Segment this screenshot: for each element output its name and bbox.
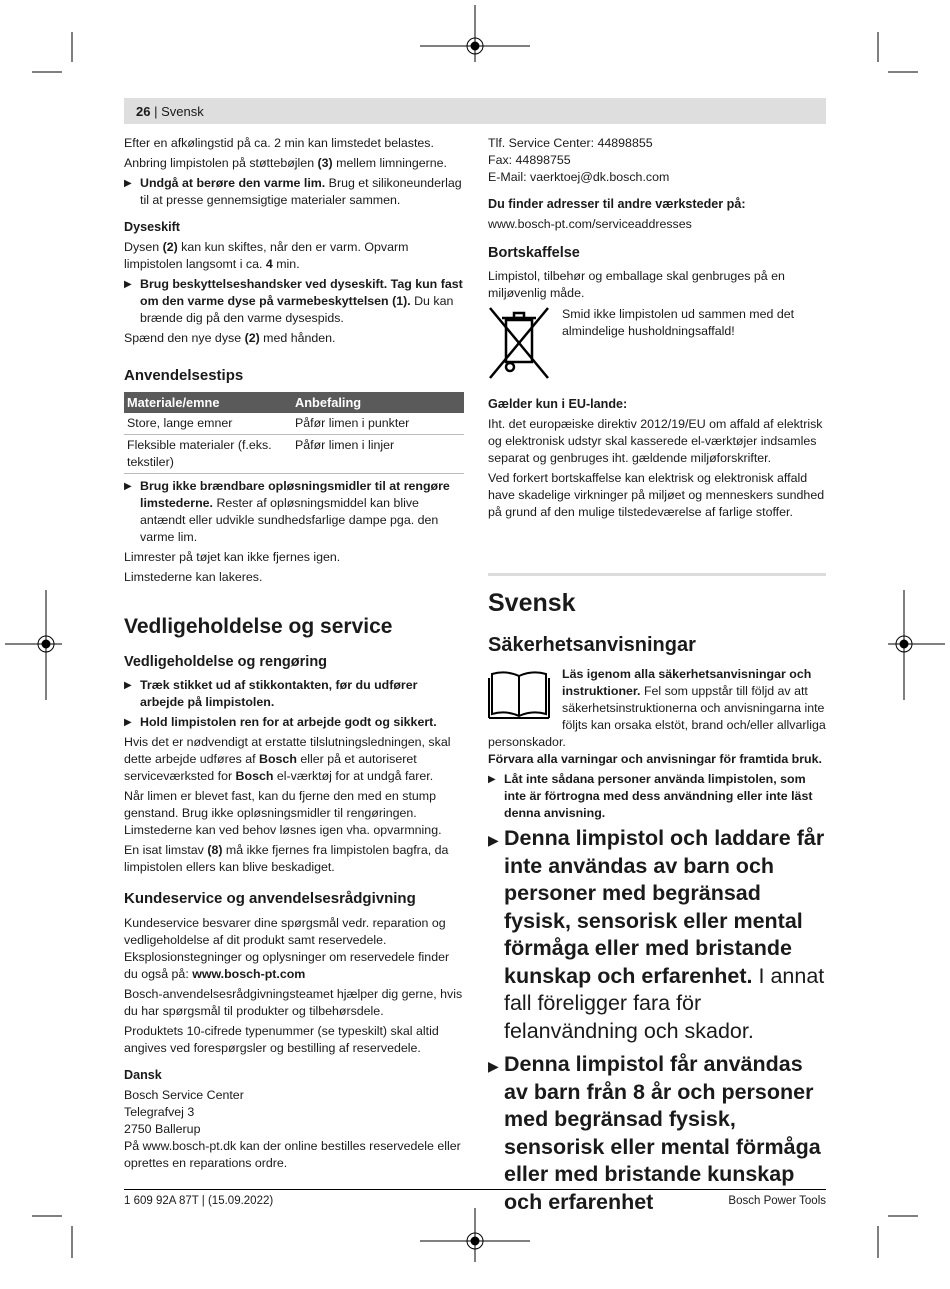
chapter-heading: Svensk	[488, 589, 576, 617]
paragraph: Limpistol, tilbehør og emballage skal genbruges på en miljøvenlig måde.	[488, 269, 785, 300]
table-row	[124, 435, 464, 474]
table-cell: Påfør limen i linjer	[292, 435, 464, 474]
read-instructions-notice	[488, 666, 826, 751]
paragraph: Hvis det er nødvendigt at erstatte tilslutningsledningen, skal dette arbejde udføres af Bosch eller på et autoriseret serviceværksted for Bosch el-værktøj for at undgå farer.	[124, 735, 451, 783]
paragraph: Efter en afkølingstid på ca. 2 min kan limstedet belastes.	[124, 136, 434, 150]
paragraph: Förvara alla varningar och anvisningar för framtida bruk.	[488, 752, 822, 766]
paragraph: Iht. det europæiske direktiv 2012/19/EU om affald af elektrisk og elektronisk udstyr skal kasserede el-værktøjer indsamles separat og genbruges iht. gældende miljøforskrifter.	[488, 417, 823, 465]
page-header	[124, 98, 826, 124]
section-heading: Du finder adresser til andre værksteder på:	[488, 197, 746, 211]
chapter-heading: Vedligeholdelse og service	[124, 615, 393, 638]
section-heading: Anvendelsestips	[124, 367, 244, 384]
paragraph: Produktets 10-cifrede typenummer (se typeskilt) skal altid angives ved forespørgsler og bestilling af reservedele.	[124, 1024, 439, 1055]
bullet-item: ▶ Brug beskyttelseshandsker ved dyseskift. Tag kun fast om den varme dyse på varmebeskyttelsen (1). Du kan brænde dig på den varme dysespids.	[124, 276, 464, 327]
paragraph: Dysen (2) kan kun skiftes, når den er varm. Opvarm limpistolen langsomt i ca. 4 min.	[124, 240, 409, 271]
section-heading: Dansk	[124, 1068, 162, 1082]
paragraph: Bosch-anvendelsesrådgivningsteamet hjælper dig gerne, hvis du har spørgsmål til produkter og tilbehørsdele.	[124, 987, 463, 1018]
page-header-text: 26 | Svensk	[136, 104, 204, 119]
left-column	[124, 135, 464, 1175]
section-heading: Bortskaffelse	[488, 245, 580, 261]
paragraph: En isat limstav (8) må ikke fjernes fra limpistolen bagfra, da limpistolen ellers kan blive beskadiget.	[124, 843, 449, 874]
paragraph: Ved forkert bortskaffelse kan elektrisk og elektronisk affald have skadelige virkninger på miljøet og menneskers sundhed på grund af den mulige tilstedeværelse af farlige stoffer.	[488, 471, 825, 519]
page-number: 26	[136, 104, 151, 119]
footer-docnumber: 1 609 92A 87T | (15.09.2022)	[124, 1195, 274, 1207]
contact-line: Fax: 44898755	[488, 153, 571, 167]
paragraph: Kundeservice besvarer dine spørgsmål vedr. reparation og vedligeholdelse af dit produkt samt reservedele. Eksplosionstegninger og oplysninger om reservedele finder du også på: www.bosch-pt.com	[124, 916, 450, 981]
paragraph: Limrester på tøjet kan ikke fjernes igen.	[124, 550, 341, 564]
bullet-item: ▶ Brug ikke brændbare opløsningsmidler til at rengøre limstederne. Rester af opløsningsmiddel kan blive antændt eller udvikle sundhedsfarlige dampe pga. den varme lim.	[124, 478, 464, 546]
address-line: Bosch Service Center	[124, 1088, 244, 1102]
section-heading: Säkerhetsanvisningar	[488, 634, 696, 656]
read-text: Läs igenom alla säkerhetsanvisningar och instruktioner. Fel som uppstår till följd av att säkerhetsinstruktionerna och anvisningarna inte följts kan orsaka elstöt, brand och/eller allvarliga personskador.	[488, 667, 826, 749]
bullet-item: ▶ Låt inte sådana personer använda limpistolen, som inte är förtrogna med dess användning eller inte läst denna anvisning.	[488, 771, 826, 822]
paragraph: Limstederne kan lakeres.	[124, 570, 263, 584]
paragraph: På www.bosch-pt.dk kan der online bestilles reservedele eller oprettes en reparations ordre.	[124, 1139, 461, 1170]
tips-table	[124, 392, 464, 474]
section-heading: Kundeservice og anvendelsesrådgivning	[124, 890, 416, 907]
bullet-item: ▶ Træk stikket ud af stikkontakten, før du udfører arbejde på limpistolen.	[124, 677, 464, 711]
contact-line: Tlf. Service Center: 44898855	[488, 136, 653, 150]
paragraph: Spænd den nye dyse (2) med hånden.	[124, 331, 336, 345]
paragraph: Når limen er blevet fast, kan du fjerne den med en stump genstand. Brug ikke opløsningsmidler til rengøringen. Limstederne kan ved behov løsnes igen vha. opvarmning.	[124, 789, 442, 837]
right-column	[488, 135, 826, 1222]
bullet-item: ▶ Hold limpistolen ren for at arbejde godt og sikkert.	[124, 714, 464, 731]
weee-text: Smid ikke limpistolen ud sammen med det almindelige husholdningsaffald!	[562, 307, 795, 338]
section-heading: Dyseskift	[124, 220, 181, 234]
bosch-link[interactable]: www.bosch-pt.com	[192, 967, 306, 981]
table-row	[124, 413, 464, 435]
page-footer	[124, 1189, 826, 1207]
table-header: Anbefaling	[292, 392, 464, 413]
bullet-item: ▶ Undgå at berøre den varme lim. Brug et silikoneunderlag til at presse gennemsigtige materialer sammen.	[124, 175, 464, 209]
table-cell: Påfør limen i punkter	[292, 413, 464, 435]
header-section: Svensk	[161, 104, 204, 119]
table-cell: Store, lange emner	[124, 413, 292, 435]
table-header: Materiale/emne	[124, 392, 292, 413]
address-line: Telegrafvej 3	[124, 1105, 195, 1119]
weee-notice	[488, 306, 826, 382]
table-cell: Fleksible materialer (f.eks. tekstiler)	[124, 435, 292, 474]
address-line: 2750 Ballerup	[124, 1122, 201, 1136]
open-book-icon	[488, 668, 550, 720]
divider	[488, 573, 826, 576]
warning-item: ▶ Denna limpistol får användas av barn från 8 år och personer med begränsad fysisk, sensorisk eller mental förmåga eller med bristande kunskap och erfarenhet	[488, 1051, 826, 1216]
section-heading: Vedligeholdelse og rengøring	[124, 654, 328, 670]
footer-brand: Bosch Power Tools	[728, 1195, 826, 1207]
crossed-bin-icon	[488, 306, 552, 380]
service-url[interactable]: www.bosch-pt.com/serviceaddresses	[488, 217, 692, 231]
contact-line: E-Mail: vaerktoej@dk.bosch.com	[488, 170, 670, 184]
warning-item: ▶ Denna limpistol och laddare får inte användas av barn och personer med begränsad fysisk, sensorisk eller mental förmåga eller med bristande kunskap och erfarenhet. I annat fall föreligger fara för felanvändning och skador.	[488, 825, 826, 1045]
paragraph: Anbring limpistolen på støttebøjlen (3) mellem limningerne.	[124, 156, 447, 170]
section-heading: Gælder kun i EU-lande:	[488, 397, 628, 411]
